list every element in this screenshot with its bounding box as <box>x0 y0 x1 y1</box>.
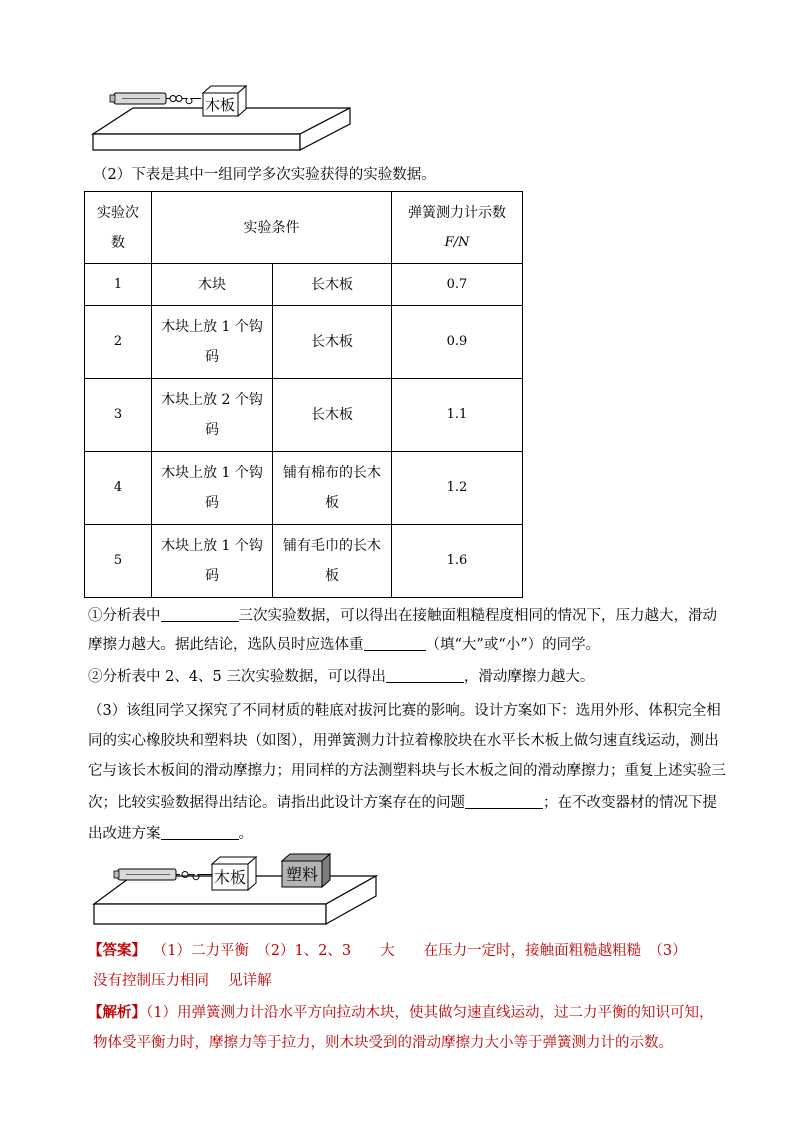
q3-line5: 出改进方案 。 <box>88 820 253 848</box>
plastic-block-label: 塑料 <box>285 865 319 884</box>
figure-spring-scale-block <box>88 84 358 156</box>
answer-tag: 【答案】 <box>88 942 146 959</box>
q2-1-line1: ①分析表中 三次实验数据，可以得出在接触面粗糙程度相同的情况下，压力越大，滑动 <box>88 602 717 630</box>
answer-blank[interactable] <box>465 792 543 809</box>
header-force: 弹簧测力计示数 F/N <box>392 192 523 264</box>
answer-line2: 没有控制压力相同 见详解 <box>93 973 272 989</box>
header-conditions: 实验条件 <box>152 192 392 264</box>
block-label: 木板 <box>204 96 236 114</box>
analysis-line2: 物体受平衡力时，摩擦力等于拉力，则木块受到的滑动摩擦力大小等于弹簧测力计的示数。 <box>93 1035 673 1051</box>
table-row: 3 木块上放 2 个钩码 长木板 1.1 <box>85 379 523 452</box>
figure-rubber-plastic-blocks <box>90 852 380 928</box>
q2-2-line: ②分析表中 2、4、5 三次实验数据，可以得出 ，滑动摩擦力越大。 <box>88 663 594 691</box>
q3-line2: 同的实心橡胶块和塑料块（如图），用弹簧测力计拉着橡胶块在水平长木板上做匀速直线运动，测出 <box>88 733 719 749</box>
answer-blank[interactable] <box>161 605 239 622</box>
q3-line3: 它与该长木板间的滑动摩擦力；用同样的方法测塑料块与长木板之间的滑动摩擦力；重复上述实验三 <box>88 763 726 779</box>
block-label: 木板 <box>213 868 247 887</box>
experiment-table <box>84 191 523 598</box>
answer-line1: 【答案】 （1）二力平衡 （2）1、2、3 大 在压力一定时，接触面粗糙越粗糙 （3） <box>88 942 687 959</box>
answer-blank[interactable] <box>364 634 426 651</box>
answer-blank[interactable] <box>386 666 464 683</box>
q3-line1: （3）该组同学又探究了不同材质的鞋底对拔河比赛的影响。设计方案如下：选用外形、体积完全相 <box>88 703 721 719</box>
analysis-tag: 【解析】 <box>88 1004 146 1021</box>
header-trial: 实验次数 <box>85 192 152 264</box>
question-2-intro: （2）下表是其中一组同学多次实验获得的实验数据。 <box>93 167 436 183</box>
analysis-line1: 【解析】（1）用弹簧测力计沿水平方向拉动木块，使其做匀速直线运动，过二力平衡的知识可知， <box>88 1004 714 1021</box>
q2-1-line2: 摩擦力越大。据此结论，选队员时应选体重 （填“大”或“小”）的同学。 <box>88 631 600 659</box>
table-row: 1 木块 长木板 0.7 <box>85 264 523 306</box>
table-row: 5 木块上放 1 个钩码 铺有毛巾的长木板 1.6 <box>85 525 523 598</box>
q3-line4: 次；比较实验数据得出结论。请指出此设计方案存在的问题 ；在不改变器材的情况下提 <box>88 789 717 817</box>
table-row: 4 木块上放 1 个钩码 铺有棉布的长木板 1.2 <box>85 452 523 525</box>
table-row: 2 木块上放 1 个钩码 长木板 0.9 <box>85 306 523 379</box>
answer-blank[interactable] <box>161 823 239 840</box>
